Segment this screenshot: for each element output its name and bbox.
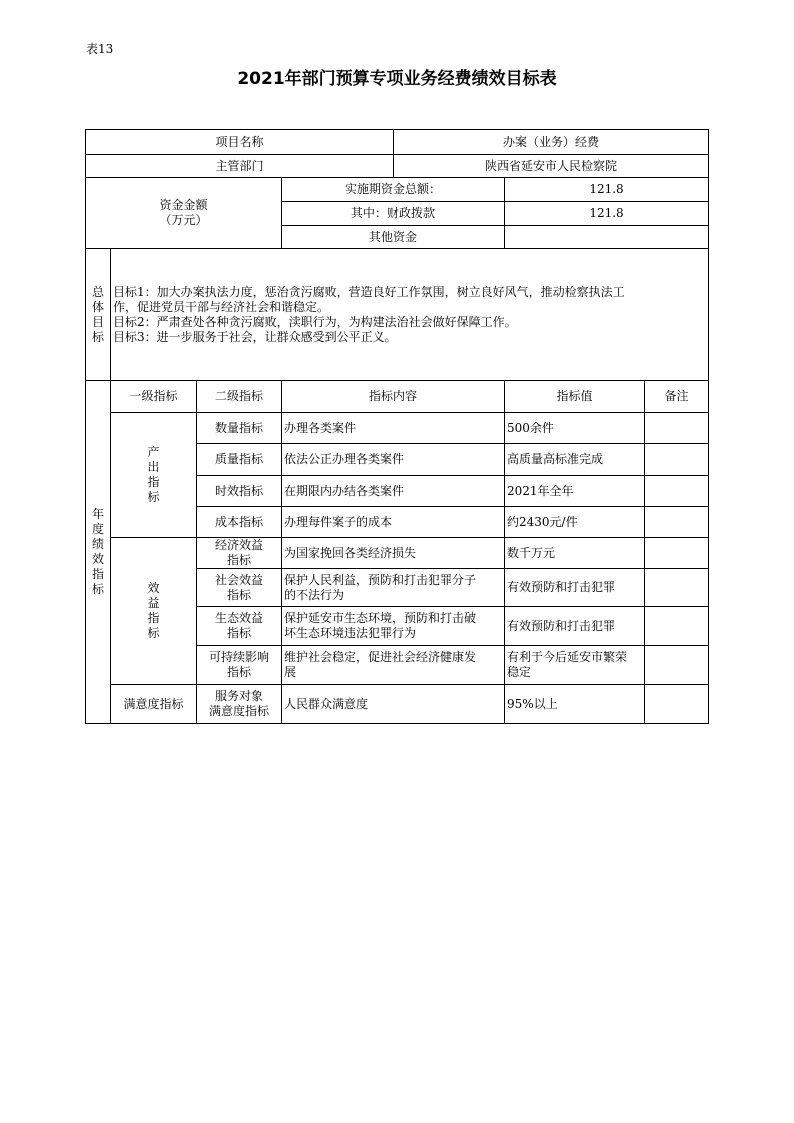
funds-total-row [86, 178, 709, 202]
level2-cell: 时效指标 [197, 476, 282, 507]
level2-line: 指标 [226, 626, 251, 640]
overall-goal-label-char: 总 [91, 284, 104, 299]
funds-other-value [505, 226, 709, 249]
overall-goal-label-char: 标 [91, 329, 104, 344]
note-cell [645, 607, 709, 646]
level2-line: 生态效益 [214, 611, 263, 625]
satisfaction-level1: 满意度指标 [111, 685, 197, 724]
goal-line: 目标1：加大办案执法力度，惩治贪污腐败，营造良好工作氛围，树立良好风气，推动检察执法工 [113, 284, 625, 299]
level2-line: 指标 [226, 587, 251, 602]
annual-indicator-label-char: 指 [91, 567, 104, 581]
overall-goal-label-char: 目 [91, 314, 104, 329]
note-cell [645, 413, 709, 444]
level2-cell [197, 607, 282, 646]
content-line: 保护人民利益，预防和打击犯罪分子 [284, 572, 477, 587]
document-title: 2021年部门预算专项业务经费绩效目标表 [237, 69, 557, 89]
content-cell [282, 569, 505, 607]
level2-line: 社会效益 [214, 572, 263, 587]
content-cell [282, 538, 505, 569]
funds-fiscal-label: 其中：财政拨款 [282, 202, 505, 226]
note-cell [645, 646, 709, 685]
value-cell: 500余件 [505, 413, 645, 444]
funds-label-line2: （万元） [159, 213, 208, 227]
overall-goal-text [111, 249, 709, 381]
value-line: 有效预防和打击犯罪 [507, 580, 616, 594]
content-cell: 在期限内办结各类案件 [282, 476, 505, 507]
level2-line: 指标 [226, 553, 251, 567]
value-line: 稳定 [507, 665, 532, 679]
note-cell [645, 507, 709, 538]
level2-line: 服务对象 [214, 689, 263, 703]
funds-label-line1: 资金金额 [159, 198, 208, 212]
header-note: 备注 [645, 381, 709, 413]
content-cell: 办理每件案子的成本 [282, 507, 505, 538]
value-cell [505, 538, 645, 569]
project-name-row [86, 130, 709, 155]
level2-cell [197, 569, 282, 607]
funds-total-value: 121.8 [505, 178, 709, 202]
overall-goal-label [86, 249, 111, 381]
value-cell: 2021年全年 [505, 476, 645, 507]
benefit-label-char: 效 [147, 581, 160, 595]
note-cell [645, 569, 709, 607]
content-cell [282, 646, 505, 685]
note-cell [645, 685, 709, 724]
overall-goal-row [86, 249, 709, 381]
benefit-indicator-label [111, 538, 197, 685]
performance-target-table [85, 129, 709, 724]
value-cell [505, 569, 645, 607]
benefit-label-char: 标 [147, 626, 160, 640]
annual-indicator-label-char: 年 [91, 507, 104, 521]
level2-cell: 数量指标 [197, 413, 282, 444]
project-name-label: 项目名称 [86, 130, 394, 155]
value-line: 数千万元 [507, 545, 556, 560]
level2-cell [197, 685, 282, 724]
output-label-char: 产 [147, 445, 160, 459]
indicator-header-row [86, 381, 709, 413]
content-line: 维护社会稳定，促进社会经济健康发 [284, 650, 477, 664]
header-level2: 二级指标 [197, 381, 282, 413]
level2-line: 经济效益 [214, 538, 263, 552]
annual-indicator-label [86, 381, 111, 724]
content-line: 坏生态环境违法犯罪行为 [284, 626, 417, 640]
header-value: 指标值 [505, 381, 645, 413]
goal-line: 作，促进党员干部与经济社会和谐稳定。 [113, 299, 330, 314]
funds-other-label: 其他资金 [282, 226, 505, 249]
level2-line: 指标 [226, 665, 251, 679]
content-cell: 办理各类案件 [282, 413, 505, 444]
funds-fiscal-value: 121.8 [505, 202, 709, 226]
level2-cell: 成本指标 [197, 507, 282, 538]
content-cell: 依法公正办理各类案件 [282, 444, 505, 476]
header-level1: 一级指标 [111, 381, 197, 413]
goal-line: 目标2：严肃查处各种贪污腐败，渎职行为，为构建法治社会做好保障工作。 [113, 314, 517, 329]
value-cell: 约2430元/件 [505, 507, 645, 538]
annual-indicator-label-char: 标 [91, 582, 104, 596]
value-cell: 高质量高标准完成 [505, 444, 645, 476]
annual-indicator-label-char: 度 [91, 522, 104, 536]
content-cell: 人民群众满意度 [282, 685, 505, 724]
department-label: 主管部门 [86, 155, 394, 178]
funds-total-label: 实施期资金总额： [282, 178, 505, 202]
value-cell [505, 607, 645, 646]
project-name-value: 办案（业务）经费 [394, 130, 709, 155]
level2-cell [197, 538, 282, 569]
note-cell [645, 444, 709, 476]
note-cell [645, 476, 709, 507]
header-content: 指标内容 [282, 381, 505, 413]
level2-cell [197, 646, 282, 685]
annual-indicator-label-char: 绩 [91, 537, 104, 551]
indicator-row [86, 538, 709, 569]
content-line: 的不法行为 [284, 587, 345, 602]
output-label-char: 指 [147, 475, 160, 489]
annual-indicator-label-char: 效 [91, 552, 104, 566]
content-line: 为国家挽回各类经济损失 [284, 545, 417, 560]
overall-goal-label-char: 体 [91, 299, 104, 314]
value-cell: 95%以上 [505, 685, 645, 724]
goal-line: 目标3：进一步服务于社会，让群众感受到公平正义。 [113, 329, 397, 344]
content-cell [282, 607, 505, 646]
output-label-char: 出 [147, 460, 160, 474]
department-value: 陕西省延安市人民检察院 [394, 155, 709, 178]
value-cell [505, 646, 645, 685]
benefit-label-char: 益 [147, 596, 160, 610]
level2-line: 满意度指标 [208, 704, 269, 718]
department-row [86, 155, 709, 178]
output-label-char: 标 [147, 490, 160, 504]
value-line: 有利于今后延安市繁荣 [507, 650, 628, 664]
content-line: 保护延安市生态环境，预防和打击破 [284, 611, 477, 625]
table-number: 表13 [86, 42, 114, 56]
level2-line: 可持续影响 [208, 650, 269, 664]
benefit-label-char: 指 [147, 611, 160, 625]
value-line: 有效预防和打击犯罪 [507, 618, 616, 633]
output-indicator-label [111, 413, 197, 538]
funds-label [86, 178, 282, 249]
indicator-row [86, 413, 709, 444]
level2-cell: 质量指标 [197, 444, 282, 476]
satisfaction-row [86, 685, 709, 724]
content-line: 展 [284, 665, 297, 679]
note-cell [645, 538, 709, 569]
